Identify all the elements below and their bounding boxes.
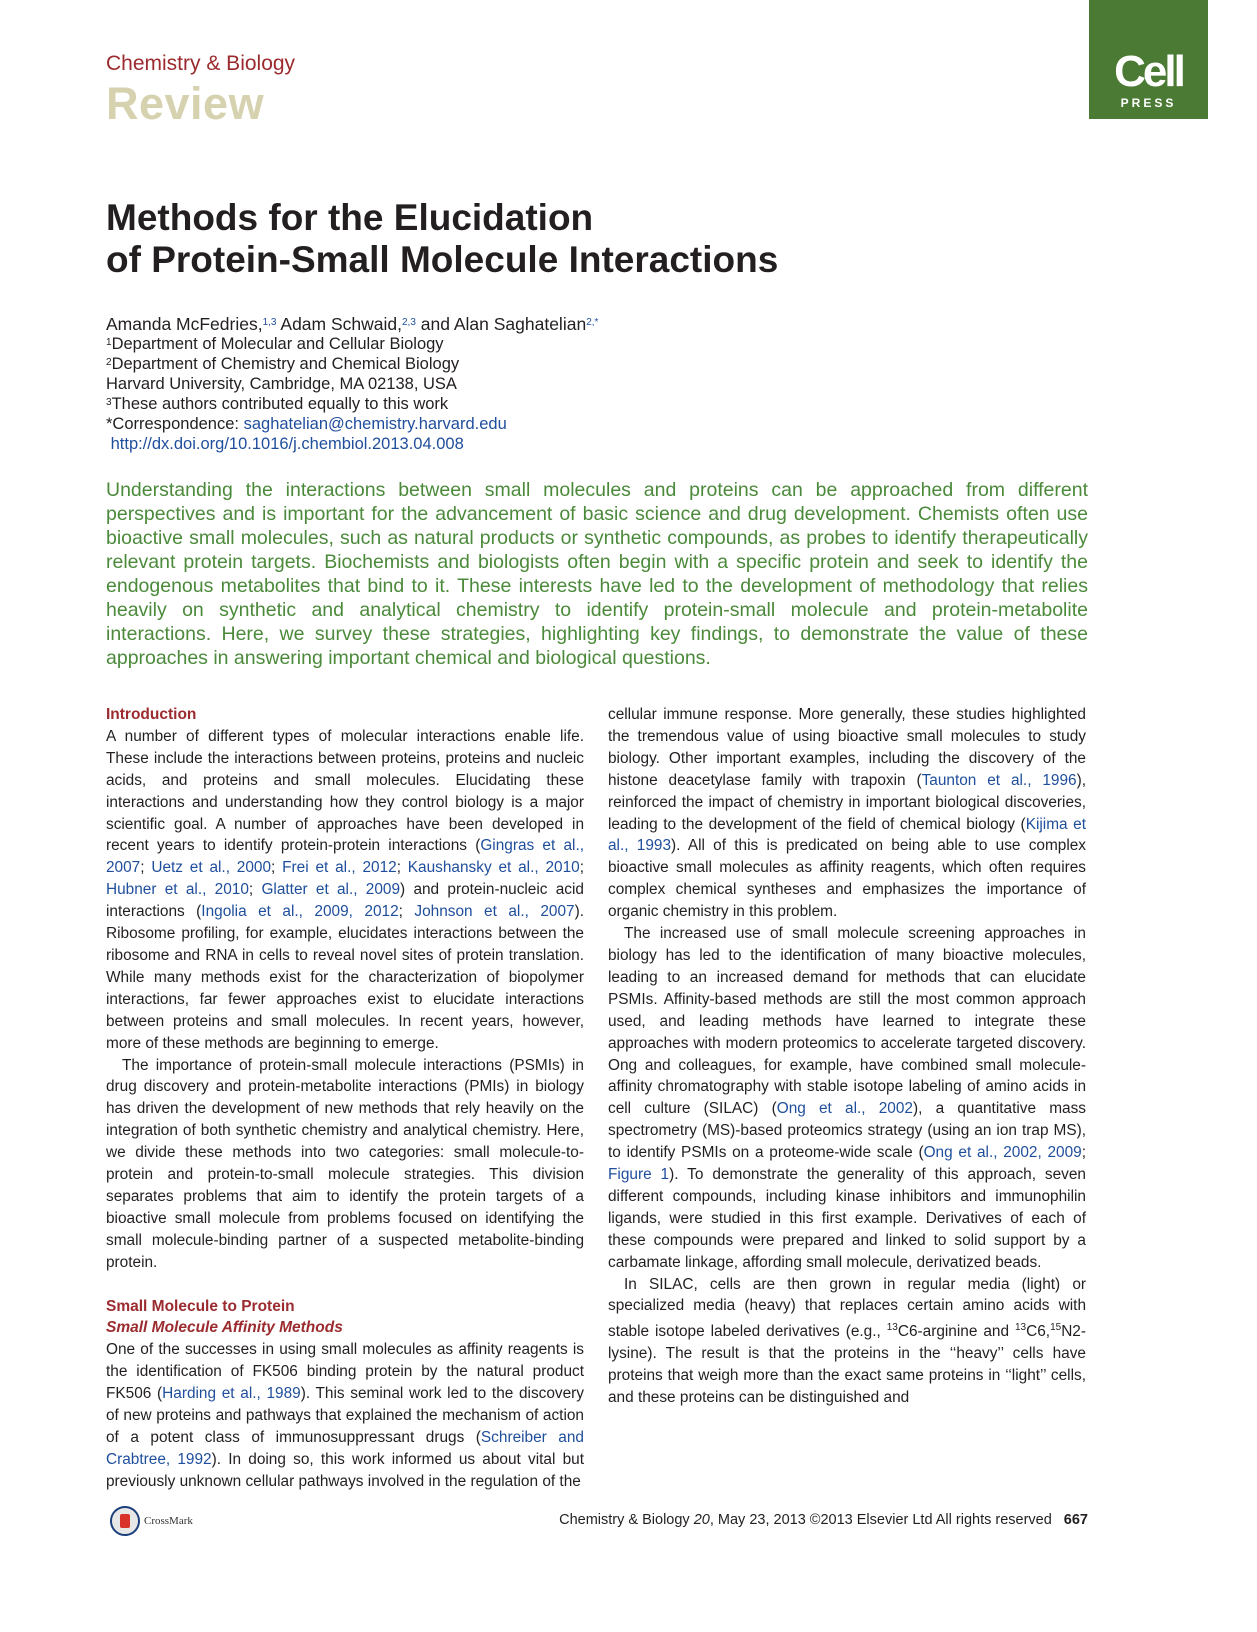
body-column-right bbox=[608, 704, 1086, 1409]
affiliation-university: Harvard University, Cambridge, MA 02138, USA bbox=[106, 375, 457, 393]
author-3-affil[interactable]: 2,* bbox=[586, 317, 599, 328]
ref-link[interactable]: Ingolia et al., 2009, 2012 bbox=[201, 903, 399, 921]
title-line-1: Methods for the Elucidation bbox=[106, 197, 594, 238]
author-names bbox=[106, 314, 598, 334]
silac-paragraph: In SILAC, cells are then grown in regular media (light) or specialized media (heavy) that replaces certain amino acids with stable isotope labeled derivatives (e.g., $^{13}$C6-arginine and $^{13}$C6,15N2-lysine). The result is that the proteins in the ‘‘heavy’’ cells have proteins that weigh more than the exact same proteins in ‘‘light’’ cells, and these proteins can be distinguished and bbox=[608, 1275, 1086, 1407]
author-1: Amanda McFedries, bbox=[106, 314, 263, 334]
ref-link[interactable]: Glatter et al., 2009 bbox=[261, 881, 401, 899]
logo-main-text: Cell bbox=[1114, 47, 1183, 96]
affinity-paragraph-1-continued: cellular immune response. More generally, these studies highlighted the tremendous value of using bioactive small molecules to study biology. Other important examples, including the discovery of the histone deacetylase family with trapoxin (Taunton et al., 1996), reinforced the impact of chemistry in important biological discoveries, leading to the development of the field of chemical biology (Kijima et al., 1993). All of this is predicated on being able to use complex bioactive small molecules as affinity reagents, which often requires complex chemical syntheses and emphasizes the importance of organic chemistry in this problem. bbox=[608, 706, 1087, 921]
page-footer bbox=[106, 1512, 1088, 1536]
author-block bbox=[106, 314, 598, 454]
article-title bbox=[106, 197, 778, 281]
doi bbox=[106, 434, 598, 454]
logo-sub-text: PRESS bbox=[1120, 96, 1177, 110]
correspondence-email-link[interactable]: saghatelian@chemistry.harvard.edu bbox=[243, 415, 507, 433]
article-type: Review bbox=[106, 78, 265, 129]
footer-volume: 20 bbox=[693, 1512, 710, 1528]
ref-link[interactable]: Kijima et al., 1993 bbox=[608, 815, 1087, 855]
section-heading-small-molecule-to-protein: Small Molecule to Protein bbox=[106, 1297, 295, 1315]
doi-link[interactable]: http://dx.doi.org/10.1016/j.chembiol.2013.04.008 bbox=[110, 435, 464, 453]
ref-link[interactable]: Schreiber and Crabtree, 1992 bbox=[106, 1429, 584, 1468]
correspondence: *Correspondence: saghatelian@chemistry.harvard.edu bbox=[106, 415, 507, 433]
subsection-heading-affinity-methods: Small Molecule Affinity Methods bbox=[106, 1319, 343, 1337]
author-2: Adam Schwaid, bbox=[276, 314, 402, 334]
body-column-left bbox=[106, 704, 584, 1493]
crossmark-icon bbox=[110, 1506, 140, 1536]
ref-link[interactable]: Johnson et al., 2007 bbox=[414, 903, 575, 921]
ref-link[interactable]: Figure 1 bbox=[608, 1166, 670, 1184]
ref-link[interactable]: Harding et al., 1989 bbox=[162, 1385, 301, 1403]
cell-press-logo[interactable] bbox=[1089, 0, 1208, 119]
page-number: 667 bbox=[1063, 1512, 1088, 1528]
intro-paragraph-1: A number of different types of molecular interactions enable life. These include the interactions between proteins, proteins and nucleic acids, and proteins and small molecules. Elucidating these interactions and understanding how they control biology is a major scientific goal. A number of approaches have been developed in recent years to identify protein-protein interactions (Gingras et al., 2007; Uetz et al., 2000; Frei et al., 2012; Kaushansky et al., 2010; Hubner et al., 2010; Glatter et al., 2009) and protein-nucleic acid interactions (Ingolia et al., 2009, 2012; Johnson et al., 2007). Ribosome profiling, for example, elucidates interactions between the ribosome and RNA in cells to reveal novel sites of protein translation. While many methods exist for the characterization of biopolymer interactions, far fewer approaches exist to elucidate interactions between proteins and small molecules. In recent years, however, more of these methods are beginning to emerge. bbox=[106, 727, 584, 1052]
author-3: and Alan Saghatelian bbox=[415, 314, 587, 334]
intro-paragraph-2: The importance of protein-small molecule interactions (PSMIs) in drug discovery and protein-metabolite interactions (PMIs) in biology has driven the development of new methods that rely heavily on the integration of both synthetic chemistry and analytical chemistry. Here, we divide these methods into two categories: small molecule-to-protein and protein-to-small molecule strategies. This division separates problems that aim to identify the protein targets of a bioactive small molecule from problems focused on identifying the small molecule-binding partner of a suspected metabolite-binding protein. bbox=[106, 1056, 584, 1271]
ref-link[interactable]: Frei et al., 2012 bbox=[282, 859, 397, 877]
equal-contribution-note: $^3$These authors contributed equally to this work bbox=[106, 395, 449, 413]
section-heading-introduction: Introduction bbox=[106, 706, 197, 723]
author-2-affil[interactable]: 2,3 bbox=[401, 317, 416, 328]
affiliation-2: $^2$Department of Chemistry and Chemical Biology bbox=[106, 355, 460, 373]
ref-link[interactable]: Ong et al., 2002 bbox=[776, 1100, 913, 1118]
ref-link[interactable]: Uetz et al., 2000 bbox=[151, 859, 272, 877]
abstract: Understanding the interactions between small molecules and proteins can be approached from different perspectives and is important for the advancement of basic science and drug development. Chemists often use bioactive small molecules, such as natural products or synthetic compounds, as probes to identify therapeutically relevant protein targets. Biochemists and biologists often begin with a specific protein and seek to identify the endogenous metabolites that bind to it. These interests have led to the development of methodology that relies heavily on synthetic and analytical chemistry to identify protein-small molecule and protein-metabolite interactions. Here, we survey these strategies, highlighting key findings, to demonstrate the value of these approaches in answering important chemical and biological questions. bbox=[106, 479, 1088, 669]
author-1-affil[interactable]: 1,3 bbox=[262, 317, 277, 328]
affiliation-1: $^1$Department of Molecular and Cellular Biology bbox=[106, 335, 444, 353]
crossmark-badge[interactable] bbox=[110, 1506, 193, 1536]
ref-link[interactable]: Hubner et al., 2010 bbox=[106, 881, 249, 899]
crossmark-label: CrossMark bbox=[144, 1515, 193, 1527]
ref-link[interactable]: Ong et al., 2002, 2009 bbox=[923, 1144, 1082, 1162]
journal-name: Chemistry & Biology bbox=[106, 52, 296, 75]
title-line-2: of Protein-Small Molecule Interactions bbox=[106, 239, 779, 280]
ref-link[interactable]: Taunton et al., 1996 bbox=[921, 771, 1077, 789]
ref-link[interactable]: Gingras et al., 2007 bbox=[106, 837, 584, 877]
ref-link[interactable]: Kaushansky et al., 2010 bbox=[407, 859, 580, 877]
affinity-paragraph-2: The increased use of small molecule screening approaches in biology has led to the identification of many bioactive molecules, leading to an increased demand for methods that can elucidate PSMIs. Affinity-based methods are still the most common approach used, and leading methods have learned to integrate these approaches with modern proteomics to accelerate targeted discovery. Ong and colleagues, for example, have combined small molecule-affinity chromatography with stable isotope labeling of amino acids in cell culture (SILAC) (Ong et al., 2002), a quantitative mass spectrometry (MS)-based proteomics strategy (using an ion trap MS), to identify PSMIs on a proteome-wide scale (Ong et al., 2002, 2009; Figure 1). To demonstrate the generality of this approach, seven different compounds, including kinase inhibitors and immunophilin ligands, were studied in this first example. Derivatives of each of these compounds were prepared and linked to solid support by a carbamate linkage, affording small molecule, derivatized beads. bbox=[608, 925, 1086, 1271]
footer-citation: Chemistry & Biology 20, May 23, 2013 ©2013 Elsevier Ltd All rights reserved 667 bbox=[559, 1512, 1088, 1528]
affinity-paragraph-1: One of the successes in using small molecules as affinity reagents is the identification of FK506 binding protein by the natural product FK506 (Harding et al., 1989). This seminal work led to the discovery of new proteins and pathways that explained the mechanism of action of a potent class of immunosuppressant drugs (Schreiber and Crabtree, 1992). In doing so, this work informed us about vital but previously unknown cellular pathways involved in the regulation of the bbox=[106, 1341, 584, 1490]
